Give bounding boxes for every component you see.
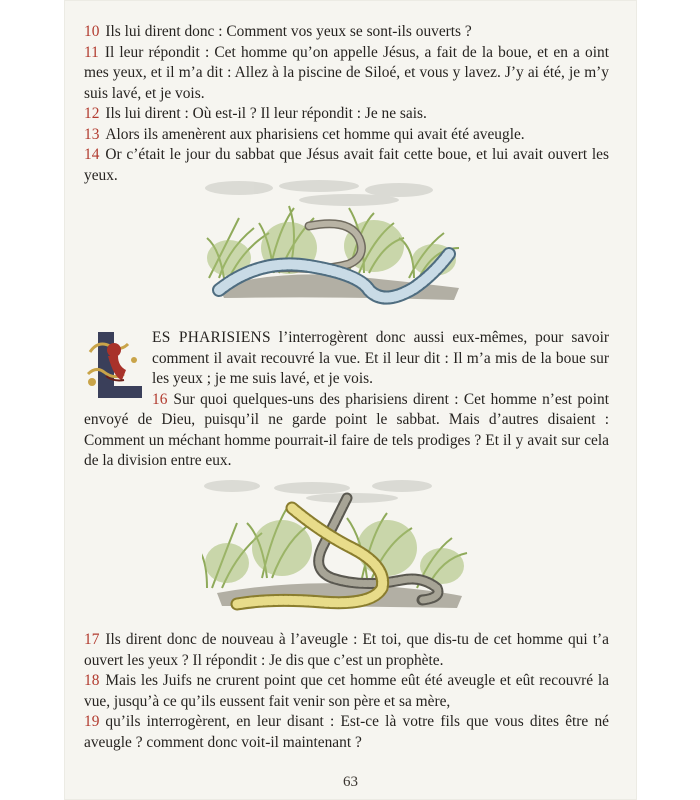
verse-19 — [84, 712, 609, 753]
verse-number: 18 — [84, 672, 100, 689]
blue-serpent-image — [199, 178, 469, 318]
page-number: 63 — [343, 774, 358, 790]
verse-text: Il leur répondit : Cet homme qu’on appelle Jésus, a fait de la boue, et en a oint mes yeux, et il m’a dit : Allez à la piscine de Siloé, et vous y lavez. J’y ai été, je m’y suis lavé, et je vois. — [84, 43, 609, 102]
verse-number: 16 — [152, 390, 168, 408]
verse-number: 13 — [84, 125, 100, 143]
verse-number: 19 — [84, 713, 100, 730]
verse-number: 12 — [84, 105, 100, 122]
verse-18 — [84, 671, 609, 712]
verse-number: 14 — [84, 146, 100, 163]
blue-serpent-illustration — [199, 178, 469, 318]
verse-12 — [84, 104, 609, 125]
book-page — [64, 0, 637, 800]
verse-text: Alors ils amenèrent aux pharisiens cet homme qui avait été aveugle. — [105, 125, 525, 143]
verse-text: Mais les Juifs ne crurent point que cet homme eût été aveugle et eût recouvré la vue, jusqu’à ce qu’ils eussent fait venir son père et sa mère, — [84, 672, 609, 710]
verse-11 — [84, 43, 609, 105]
verse-number: 11 — [84, 43, 99, 61]
verse-text: Sur quoi quelques-uns des pharisiens dirent : Cet homme n’est point envoyé de Dieu, puisqu’il ne garde point le sabbat. Mais d’autres disaient : Comment un méchant homme pourrait-il faire de tels prodiges ? Et il y avait sur cela de la division entre eux. — [84, 390, 609, 469]
verse-15-lead: ES PHARISIENS — [152, 329, 271, 346]
verses-middle — [84, 328, 609, 472]
verse-text: Ils dirent donc de nouveau à l’aveugle : Et toi, que dis-tu de cet homme qui t’a ouvert les yeux ? Il répondit : Je dis que c’est un prophète. — [84, 631, 609, 669]
verse-16 — [84, 390, 609, 472]
yellow-serpent-image — [202, 478, 472, 618]
yellow-serpent-illustration — [202, 478, 472, 618]
illuminated-initial — [84, 330, 146, 402]
verse-text: Or c’était le jour du sabbat que Jésus avait fait cette boue, et lui avait ouvert les yeux. — [84, 146, 609, 184]
verse-10 — [84, 22, 609, 43]
verse-number: 10 — [84, 23, 100, 40]
verse-13 — [84, 125, 609, 146]
verse-text: Ils lui dirent : Où est-il ? Il leur répondit : Je ne sais. — [105, 105, 427, 122]
verse-15 — [84, 328, 609, 472]
verse-text: qu’ils interrogèrent, en leur disant : Est-ce là votre fils que vous dites être né aveugle ? comment donc voit-il maintenant ? — [84, 713, 609, 751]
verse-text: Ils lui dirent donc : Comment vos yeux se sont-ils ouverts ? — [105, 23, 472, 40]
verses-bottom — [84, 630, 609, 753]
verse-number: 17 — [84, 631, 100, 648]
verse-17 — [84, 630, 609, 671]
verse-text: l’interrogèrent donc aussi eux-mêmes, pour savoir comment il avait recouvré la vue. Et il leur dit : Il m’a mis de la boue sur les yeux ; je me suis lavé, et je vois. — [152, 329, 609, 387]
initial-letter-l-image — [84, 330, 146, 402]
verses-top — [84, 22, 609, 186]
